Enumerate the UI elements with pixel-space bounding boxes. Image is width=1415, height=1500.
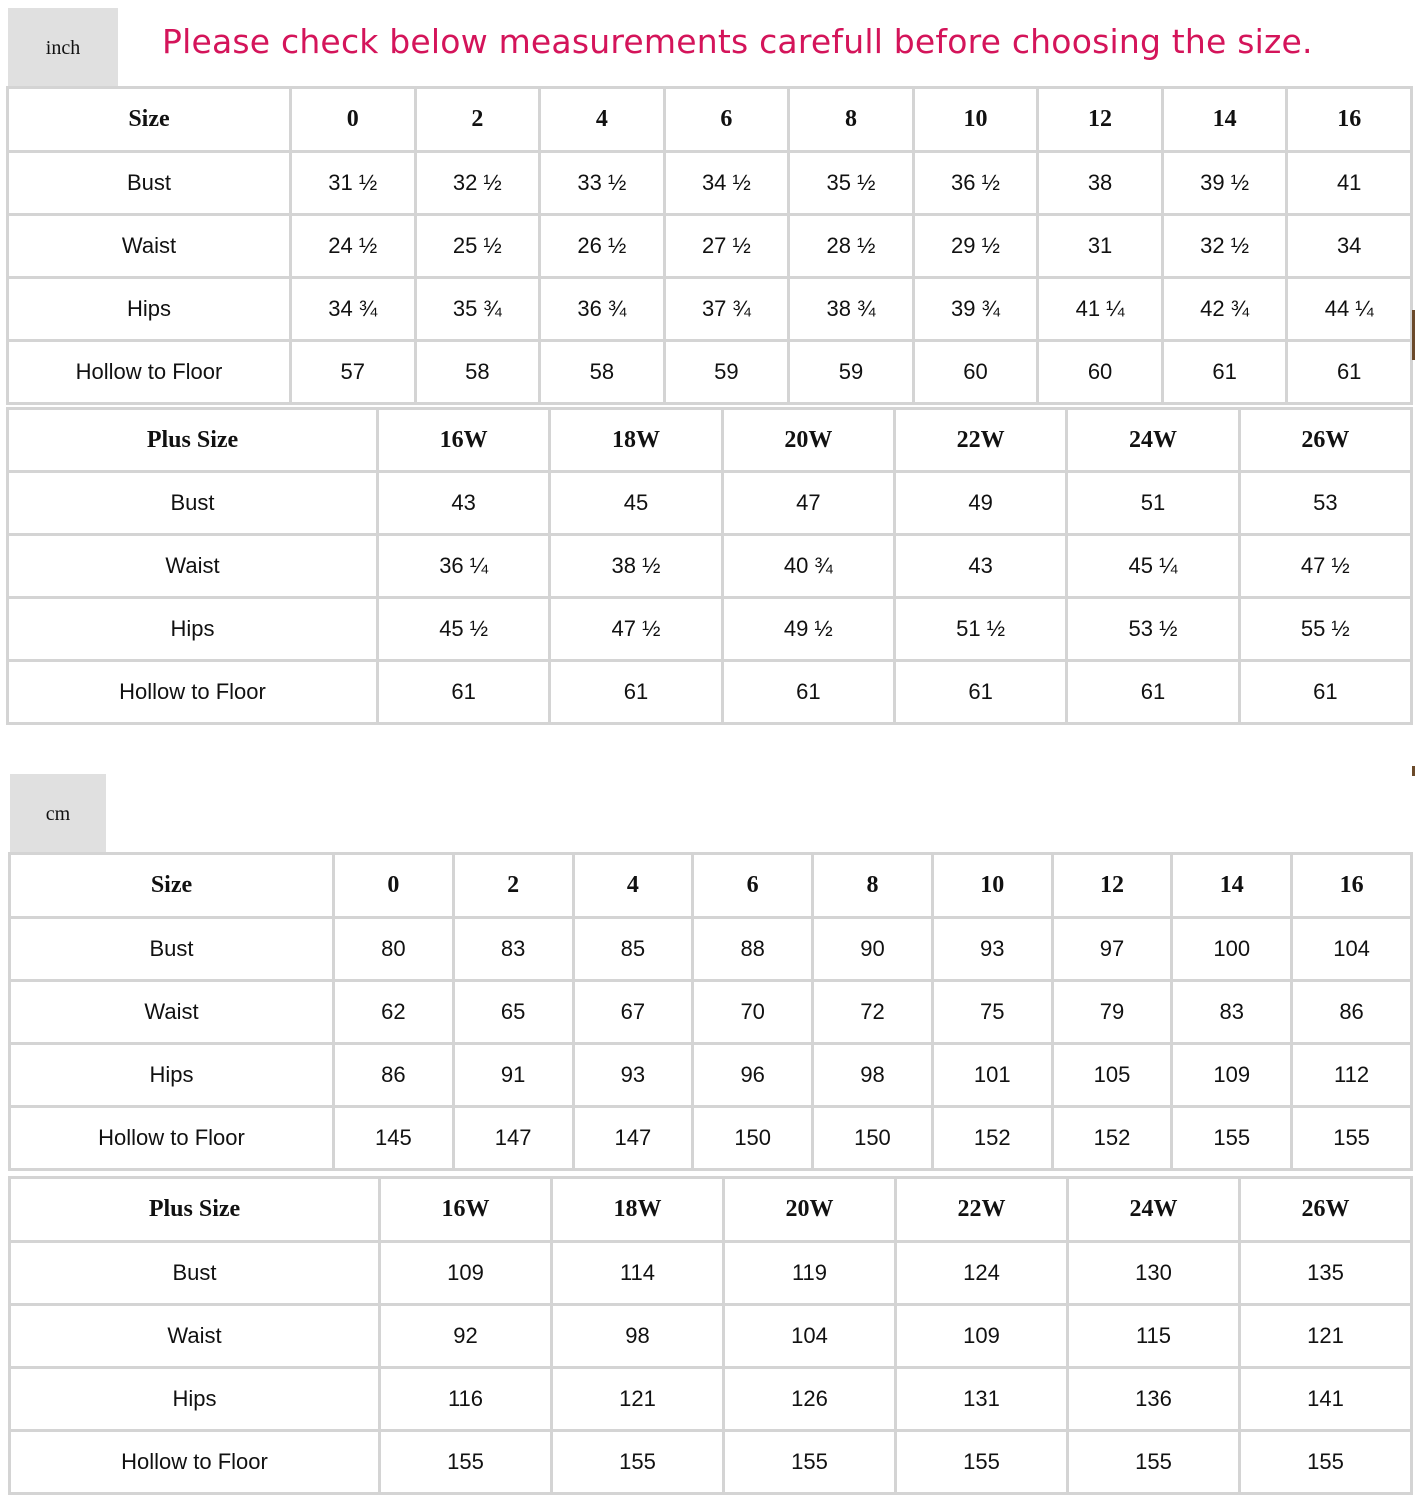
table-row <box>9 342 1410 402</box>
table-cell: 104 <box>725 1306 894 1366</box>
table-cell: 39 ½ <box>1164 153 1286 213</box>
header-cell: 6 <box>694 855 811 916</box>
row-label: Bust <box>9 473 376 533</box>
header-cell: 6 <box>666 89 788 150</box>
row-label: Bust <box>11 1243 378 1303</box>
table-cell: 35 ½ <box>790 153 912 213</box>
table-cell: 60 <box>1039 342 1161 402</box>
table-cell: 155 <box>897 1432 1066 1492</box>
table-cell: 61 <box>1068 662 1237 722</box>
table-cell: 61 <box>551 662 720 722</box>
table-cell: 101 <box>934 1045 1051 1105</box>
row-label: Waist <box>9 216 289 276</box>
inch-plus-size-table <box>6 407 1413 725</box>
table-cell: 100 <box>1173 919 1290 979</box>
table-cell: 37 ¾ <box>666 279 788 339</box>
unit-label-cm: cm <box>10 774 106 854</box>
table-cell: 51 ½ <box>896 599 1065 659</box>
row-label: Hips <box>9 599 376 659</box>
table-cell: 155 <box>725 1432 894 1492</box>
table-cell: 57 <box>292 342 414 402</box>
table-cell: 38 ¾ <box>790 279 912 339</box>
row-label: Hollow to Floor <box>11 1432 378 1492</box>
header-cell: 4 <box>575 855 692 916</box>
header-cell: 20W <box>724 410 893 470</box>
table-cell: 152 <box>1054 1108 1171 1168</box>
table-cell: 61 <box>1241 662 1410 722</box>
table-cell: 61 <box>896 662 1065 722</box>
table-cell: 44 ¼ <box>1288 279 1410 339</box>
header-cell: 14 <box>1164 89 1286 150</box>
header-cell: 10 <box>915 89 1037 150</box>
table-cell: 124 <box>897 1243 1066 1303</box>
table-cell: 27 ½ <box>666 216 788 276</box>
table-row <box>9 216 1410 276</box>
table-cell: 62 <box>335 982 452 1042</box>
table-row <box>11 982 1410 1042</box>
table-header-row <box>9 89 1410 150</box>
table-cell: 147 <box>575 1108 692 1168</box>
table-cell: 61 <box>379 662 548 722</box>
header-cell: 12 <box>1054 855 1171 916</box>
table-cell: 116 <box>381 1369 550 1429</box>
table-cell: 47 ½ <box>551 599 720 659</box>
table-cell: 93 <box>934 919 1051 979</box>
cm-standard-size-table <box>8 852 1413 1171</box>
table-cell: 115 <box>1069 1306 1238 1366</box>
table-cell: 26 ½ <box>541 216 663 276</box>
row-label: Hips <box>9 279 289 339</box>
table-row <box>9 599 1410 659</box>
header-cell: 26W <box>1241 410 1410 470</box>
table-cell: 36 ¾ <box>541 279 663 339</box>
table-cell: 90 <box>814 919 931 979</box>
table-row <box>9 662 1410 722</box>
table-cell: 65 <box>455 982 572 1042</box>
table-cell: 86 <box>1293 982 1410 1042</box>
table-cell: 31 ½ <box>292 153 414 213</box>
header-cell: 4 <box>541 89 663 150</box>
table-header-row <box>11 1179 1410 1240</box>
table-cell: 135 <box>1241 1243 1410 1303</box>
header-cell: Size <box>11 855 332 916</box>
table-cell: 114 <box>553 1243 722 1303</box>
table-cell: 109 <box>1173 1045 1290 1105</box>
row-label: Hollow to Floor <box>9 342 289 402</box>
table-cell: 83 <box>455 919 572 979</box>
header-cell: 16W <box>379 410 548 470</box>
table-cell: 61 <box>1164 342 1286 402</box>
header-cell: 8 <box>790 89 912 150</box>
table-cell: 145 <box>335 1108 452 1168</box>
row-label: Hollow to Floor <box>11 1108 332 1168</box>
table-header-row <box>11 855 1410 916</box>
table-row <box>9 536 1410 596</box>
header-cell: 0 <box>292 89 414 150</box>
header-cell: 24W <box>1069 1179 1238 1240</box>
table-cell: 34 <box>1288 216 1410 276</box>
row-label: Hips <box>11 1369 378 1429</box>
table-cell: 88 <box>694 919 811 979</box>
table-cell: 92 <box>381 1306 550 1366</box>
table-row <box>11 1243 1410 1303</box>
cm-plus-size-table <box>8 1176 1413 1495</box>
table-cell: 85 <box>575 919 692 979</box>
table-row <box>11 1306 1410 1366</box>
table-cell: 155 <box>381 1432 550 1492</box>
table-cell: 55 ½ <box>1241 599 1410 659</box>
table-cell: 40 ¾ <box>724 536 893 596</box>
table-cell: 33 ½ <box>541 153 663 213</box>
table-cell: 34 ½ <box>666 153 788 213</box>
table-cell: 49 <box>896 473 1065 533</box>
table-cell: 28 ½ <box>790 216 912 276</box>
table-cell: 42 ¾ <box>1164 279 1286 339</box>
table-cell: 98 <box>814 1045 931 1105</box>
table-cell: 59 <box>790 342 912 402</box>
table-cell: 147 <box>455 1108 572 1168</box>
table-cell: 72 <box>814 982 931 1042</box>
table-cell: 43 <box>896 536 1065 596</box>
table-cell: 41 ¼ <box>1039 279 1161 339</box>
table-cell: 32 ½ <box>1164 216 1286 276</box>
header-cell: 8 <box>814 855 931 916</box>
table-cell: 131 <box>897 1369 1066 1429</box>
table-cell: 25 ½ <box>417 216 539 276</box>
table-cell: 53 <box>1241 473 1410 533</box>
table-cell: 45 <box>551 473 720 533</box>
table-cell: 112 <box>1293 1045 1410 1105</box>
inch-standard-size-table <box>6 86 1413 405</box>
header-cell: 24W <box>1068 410 1237 470</box>
header-cell: 2 <box>417 89 539 150</box>
table-row <box>11 1369 1410 1429</box>
table-cell: 119 <box>725 1243 894 1303</box>
header-cell: 0 <box>335 855 452 916</box>
table-cell: 32 ½ <box>417 153 539 213</box>
table-cell: 109 <box>897 1306 1066 1366</box>
row-label: Waist <box>11 1306 378 1366</box>
table-row <box>9 279 1410 339</box>
table-cell: 34 ¾ <box>292 279 414 339</box>
table-cell: 121 <box>1241 1306 1410 1366</box>
table-cell: 70 <box>694 982 811 1042</box>
table-cell: 93 <box>575 1045 692 1105</box>
header-cell: 20W <box>725 1179 894 1240</box>
row-label: Hollow to Floor <box>9 662 376 722</box>
table-cell: 155 <box>1069 1432 1238 1492</box>
table-cell: 91 <box>455 1045 572 1105</box>
table-cell: 105 <box>1054 1045 1171 1105</box>
measurement-notice: Please check below measurements carefull before choosing the size. <box>162 22 1313 61</box>
table-row <box>11 1045 1410 1105</box>
table-cell: 49 ½ <box>724 599 893 659</box>
table-cell: 86 <box>335 1045 452 1105</box>
table-cell: 109 <box>381 1243 550 1303</box>
table-cell: 130 <box>1069 1243 1238 1303</box>
table-cell: 45 ½ <box>379 599 548 659</box>
table-cell: 35 ¾ <box>417 279 539 339</box>
table-cell: 38 ½ <box>551 536 720 596</box>
table-cell: 45 ¼ <box>1068 536 1237 596</box>
table-cell: 152 <box>934 1108 1051 1168</box>
header-cell: 18W <box>553 1179 722 1240</box>
table-cell: 155 <box>553 1432 722 1492</box>
table-cell: 47 <box>724 473 893 533</box>
header-cell: 12 <box>1039 89 1161 150</box>
table-cell: 80 <box>335 919 452 979</box>
table-cell: 36 ¼ <box>379 536 548 596</box>
header-cell: Plus Size <box>9 410 376 470</box>
table-cell: 58 <box>417 342 539 402</box>
table-cell: 155 <box>1173 1108 1290 1168</box>
header-cell: 2 <box>455 855 572 916</box>
table-row <box>11 919 1410 979</box>
table-row <box>11 1432 1410 1492</box>
table-cell: 61 <box>1288 342 1410 402</box>
table-cell: 36 ½ <box>915 153 1037 213</box>
table-cell: 24 ½ <box>292 216 414 276</box>
table-cell: 59 <box>666 342 788 402</box>
table-cell: 155 <box>1293 1108 1410 1168</box>
header-cell: 26W <box>1241 1179 1410 1240</box>
table-cell: 150 <box>814 1108 931 1168</box>
row-label: Waist <box>11 982 332 1042</box>
header-cell: 16 <box>1293 855 1410 916</box>
row-label: Hips <box>11 1045 332 1105</box>
header-cell: 18W <box>551 410 720 470</box>
table-cell: 58 <box>541 342 663 402</box>
table-cell: 75 <box>934 982 1051 1042</box>
table-cell: 67 <box>575 982 692 1042</box>
table-cell: 141 <box>1241 1369 1410 1429</box>
table-row <box>9 153 1410 213</box>
table-cell: 121 <box>553 1369 722 1429</box>
table-cell: 98 <box>553 1306 722 1366</box>
header-cell: 22W <box>896 410 1065 470</box>
header-cell: 16W <box>381 1179 550 1240</box>
table-cell: 41 <box>1288 153 1410 213</box>
table-cell: 31 <box>1039 216 1161 276</box>
table-cell: 83 <box>1173 982 1290 1042</box>
row-label: Bust <box>9 153 289 213</box>
unit-label-inch: inch <box>8 8 118 88</box>
table-cell: 126 <box>725 1369 894 1429</box>
header-cell: 16 <box>1288 89 1410 150</box>
table-row <box>11 1108 1410 1168</box>
table-cell: 43 <box>379 473 548 533</box>
table-cell: 96 <box>694 1045 811 1105</box>
table-cell: 38 <box>1039 153 1161 213</box>
table-cell: 136 <box>1069 1369 1238 1429</box>
table-cell: 155 <box>1241 1432 1410 1492</box>
row-label: Waist <box>9 536 376 596</box>
table-cell: 61 <box>724 662 893 722</box>
table-cell: 60 <box>915 342 1037 402</box>
header-cell: 22W <box>897 1179 1066 1240</box>
header-cell: Plus Size <box>11 1179 378 1240</box>
table-cell: 97 <box>1054 919 1171 979</box>
table-cell: 150 <box>694 1108 811 1168</box>
table-cell: 39 ¾ <box>915 279 1037 339</box>
table-cell: 53 ½ <box>1068 599 1237 659</box>
table-cell: 79 <box>1054 982 1171 1042</box>
table-row <box>9 473 1410 533</box>
header-cell: Size <box>9 89 289 150</box>
table-cell: 47 ½ <box>1241 536 1410 596</box>
table-cell: 29 ½ <box>915 216 1037 276</box>
table-header-row <box>9 410 1410 470</box>
header-cell: 14 <box>1173 855 1290 916</box>
table-cell: 51 <box>1068 473 1237 533</box>
header-cell: 10 <box>934 855 1051 916</box>
table-cell: 104 <box>1293 919 1410 979</box>
row-label: Bust <box>11 919 332 979</box>
